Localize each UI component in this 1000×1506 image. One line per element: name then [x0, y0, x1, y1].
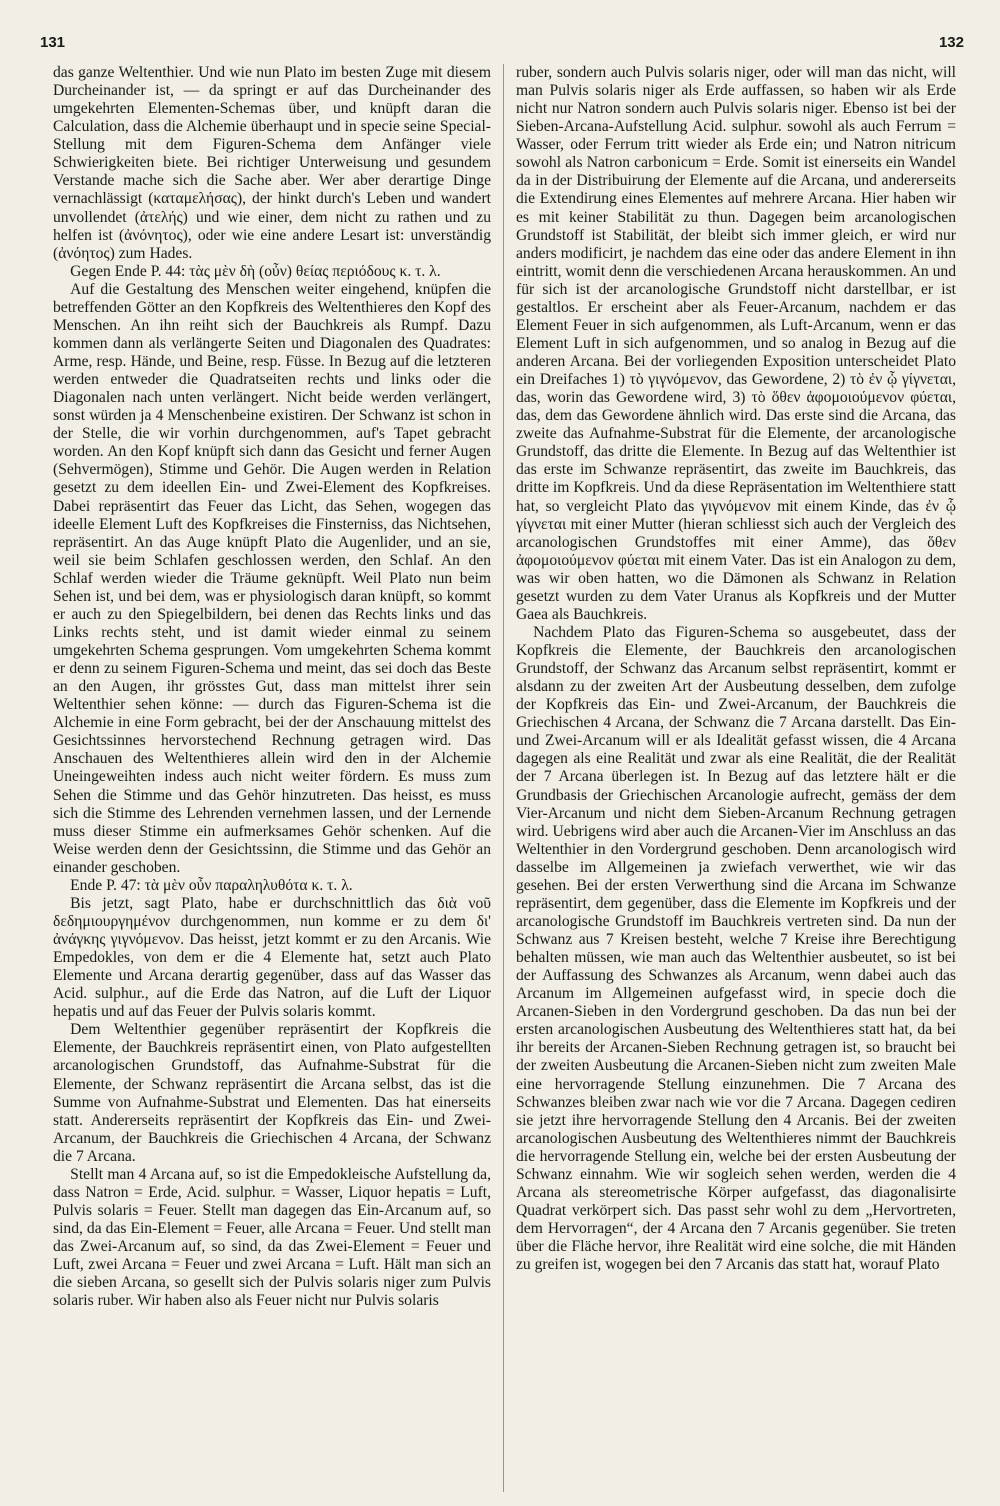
paragraph: Gegen Ende P. 44: τὰς μὲν δὴ (οὖν) θείας περιόδους κ. τ. λ. — [70, 262, 441, 280]
paragraph: Stellt man 4 Arcana auf, so ist die Empedokleische Aufstellung da, dass Natron = Erde, Acid. sulphur. = Wasser, Liquor hepatis = Luft, Pulvis solaris = Feuer. Stellt man dagegen das Ein-Arcanum auf, so sind, da das Ein-Element = Feuer, alle Arcana = Feuer. Und stellt man das Zwei-Arcanum auf, so sind, da das Zwei-Element = Feuer und Luft, zwei Arcana = Feuer und zwei Arcana = Luft. Hält man sich an die sieben Arcana, so gesellt sich der Pulvis solaris niger zum Pulvis solaris ruber. Wir haben also als Feuer nicht nur Pulvis solaris — [53, 1165, 491, 1310]
paragraph: Dem Weltenthier gegenüber repräsentirt der Kopfkreis die Elemente, der Bauchkreis repräsentirt einen, von Plato aufgestellten arcanologischen Grundstoff, das Aufnahme-Substrat für die Elemente, der Schwanz repräsentirt die Arcana selbst, das ist die Summe von Aufnahme-Substrat und Elementen. Das hat einerseits statt. Andererseits repräsentirt der Kopfkreis das Ein- und Zwei-Arcanum, der Bauchkreis die Griechischen 4 Arcana, der Schwanz die 7 Arcana. — [53, 1021, 491, 1165]
paragraph: Bis jetzt, sagt Plato, habe er durchschnittlich das διὰ νοῦ δεδημιουργημένον durchgenommen, nun komme er zu dem δι' ἀνάγκης γιγνόμενον. Das heisst, jetzt kommt er zu den Arcanis. Wie Empedokles, von dem er die 4 Elemente hat, setzt auch Plato Elemente und Arcana derartig gegenüber, dass auf das Wasser das Acid. sulphur., auf die Erde das Natron, auf die Luft der Liquor hepatis und auf das Feuer der Pulvis solaris kommt. — [53, 894, 491, 1021]
left-page-number: 131 — [40, 34, 66, 51]
paragraph: Ende P. 47: τὰ μὲν οὖν παραληλυθότα κ. τ. λ. — [70, 876, 353, 894]
paragraph: Nachdem Plato das Figuren-Schema so ausgebeutet, dass der Kopfkreis die Elemente, der Bauchkreis den arcanologischen Grundstoff, der Schwanz das Arcanum selbst repräsentirt, kommt er alsdann zu der zweiten Art der Ausbeutung desselben, dem zufolge der Kopfkreis das Ein- und Zwei-Arcanum, der Bauchkreis die Griechischen 4 Arcana, der Schwanz die 7 Arcana darstellt. Das Ein- und Zwei-Arcanum will er als Idealität gefasst wissen, die 4 Arcana dagegen als eine Realität und zwar als eine Realität, die der Realität der 7 Arcana überlegen ist. In Bezug auf das letztere hält er die Grundbasis der Griechischen Arcanologie aufrecht, gemäss der dem Vier-Arcanum und nicht dem Sieben-Arcanum Rechnung getragen wird. Uebrigens wird aber auch die Arcanen-Vier im Anschluss an das Weltenthier in den Vordergrund geschoben. Denn arcanologisch wird dasselbe im Allgemeinen ja zwiefach verwerthet, wie wir das gesehen. Bei der ersten Verwerthung sind die Arcana im Schwanze repräsentirt, dem gegenüber, dass die Elemente im Kopfkreis und der arcanologische Grundstoff im Bauchkreis vertreten sind. Da nun der Schwanz aus 7 Kreisen besteht, welche 7 Kreise ihre Berechtigung behalten müssen, wie man auch das Weltenthier ausbeutet, so ist bei der Auffassung des Schwanzes als Arcanum, wenn dabei auch das Arcanum im Allgemeinen aufgefasst wird, in specie doch die Arcanen-Sieben in den Vordergrund geschoben. Da das nun bei der ersten arcanologischen Ausbeutung des Weltenthieres statt hat, da bei ihr bereits der Arcanen-Sieben Rechnung getragen ist, so braucht bei der zweiten Ausbeutung die Arcanen-Sieben nicht zum zweiten Male eine hervorragende Stellung einzunehmen. Die 7 Arcana des Schwanzes bleiben zwar nach wie vor die 7 Arcana. Dagegen cediren sie jetzt ihre hervorragende Stellung den 4 Arcanis. Bei der zweiten arcanologischen Ausbeutung des Weltenthieres nimmt der Bauchkreis die hervorragende Stellung ein, welche bei der ersten Ausbeutung der Schwanz einnahm. Wie wir sogleich sehen werden, werden die 4 Arcana als stereometrische Körper aufgefasst, das diagonalisirte Quadrat verkörpert sich. Das passt sehr wohl zu dem „Hervortreten, dem Hervorragen“, der 4 Arcana den 7 Arcanis gegenüber. Sie treten über die Fläche hervor, ihre Realität wird eine solche, die mit Händen zu greifen ist, wogegen bei den 7 Arcanis das statt hat, worauf Plato — [516, 623, 956, 1274]
paragraph: Auf die Gestaltung des Menschen weiter eingehend, knüpfen die betreffenden Götter an den Kopfkreis des Weltenthieres den Kopf des Menschen. An ihn reiht sich der Bauchkreis als Rumpf. Dazu kommen dann als verlängerte Seiten und Diagonalen des Quadrates: Arme, resp. Hände, und Beine, resp. Füsse. In Bezug auf die letzteren werden entweder die Quadratseiten rechts und links oder die Diagonalen nach unten verlängert. Nicht beide werden verlängert, sonst würden ja 4 Menschenbeine existiren. Der Schwanz ist schon in der Stelle, die wir vorhin durchgenommen, auf's Tapet gebracht worden. An den Kopf knüpft sich dann das Gesicht und ferner Augen (Sehvermögen), Stimme und Gehör. Die Augen werden in Relation gesetzt zu dem ideellen Ein- und Zwei-Element des Kopfkreises. Dabei repräsentirt das Feuer das Licht, das Sehen, wogegen das ideelle Element Luft des Kopfkreises die Finsterniss, das Nichtsehen, repräsentirt. An das Auge knüpft Plato die Augenlider, und an sie, weil sie beim Schlafen geschlossen werden, den Schlaf. An den Schlaf werden wieder die Träume geknüpft. Weil Plato nun beim Sehen ist, und bei dem, was er physiologisch daran knüpft, so kommt er auch zu den Spiegelbildern, bei denen das Rechts links und das Links rechts steht, und ist damit wieder einmal zu seinem umgekehrten Schema gesprungen. Vom umgekehrten Schema kommt er denn zu seinem Figuren-Schema und meint, das sei doch das Beste an den Augen, ihr grösstes Gut, dass man mittelst ihrer sein Weltenthier sehen könne: — durch das Figuren-Schema ist die Alchemie in eine Form gebracht, bei der der Anschauung mittelst des Gesichtssinnes hervorstechend Rechnung getragen wird. Das Anschauen des Weltenthieres allein wird den in der Alchemie Uneingeweihten indess auch nicht weiter fördern. Es muss zum Sehen die Stimme und das Gehör hinzutreten. Das heisst, es muss sich die Stimme des Lehrenden vernehmen lassen, und der Lernende muss dieser Stimme ein aufmerksames Gehör schenken. Auf die Weise werden denn der Gesichtssinn, die Stimme und das Gehör an einander geschoben. — [53, 280, 491, 876]
paragraph: das ganze Weltenthier. Und wie nun Plato im besten Zuge mit diesem Durcheinander ist, — da springt er auf das Durcheinander des umgekehrten Elementen-Schemas über, und knüpft daran die Calculation, dass die Alchemie überhaupt und in specie seine Special-Stellung mit dem Figuren-Schema dem Anfänger viele Schwierigkeiten biete. Bei richtiger Unterweisung und gesundem Verstande mache sich die Sache aber. Wer aber derartige Dinge vernachlässigt (καταμελήσας), der hinkt durch's Leben und wandert unvollendet (ἀτελής) und wie einer, dem nicht zu rathen und zu helfen ist (ἀνόνητος), oder wie eine andere Lesart ist: unverständig (ἀνόητος) zum Hades. — [53, 64, 491, 262]
left-text-column — [53, 64, 491, 1310]
paragraph: ruber, sondern auch Pulvis solaris niger, oder will man das nicht, will man Pulvis solaris niger als Erde auffassen, so haben wir als Erde nicht nur Natron sondern auch Pulvis solaris niger. Ebenso ist bei der Sieben-Arcana-Aufstellung Acid. sulphur. sowohl als auch Ferrum = Wasser, oder Ferrum tritt wieder als Erde ein; und Natron nitricum sowohl als Natron carbonicum = Erde. Somit ist einerseits ein Wandel da in der Distribuirung der Elemente auf die Arcana, und andererseits die Extendirung eines Elementes auf mehrere Arcana. Hier haben wir es mit keiner Stabilität zu thun. Dagegen beim arcanologischen Grundstoff ist Stabilität, der bleibt sich immer gleich, er wird nur anders modificirt, je nachdem das eine oder das andere Element in ihn eintritt, womit denn die verschiedenen Arcana herauskommen. An und für sich ist der arcanologische Grundstoff nicht darstellbar, er ist gestaltlos. Er erscheint aber als Feuer-Arcanum, nachdem er das Element Feuer in sich aufgenommen, als Luft-Arcanum, wenn er das Element Luft in sich aufgenommen, und so analog in Bezug auf die anderen Arcana. Bei der vorliegenden Exposition unterscheidet Plato ein Dreifaches 1) τὸ γιγνόμενον, das Gewordene, 2) τὸ ἐν ᾧ γίγνεται, das, worin das Gewordene wird, 3) τὸ ὅθεν ἀφομοιούμενον φύεται, das, dem das Gewordene ähnlich wird. Das erste sind die Arcana, das zweite das Aufnahme-Substrat für die Elemente, der arcanologische Grundstoff, das dritte die Elemente. In Bezug auf das Weltenthier ist das erste im Schwanze repräsentirt, das zweite im Bauchkreis, das dritte im Kopfkreis. Und da diese Repräsentation im Weltenthiere statt hat, so vergleicht Plato das γιγνόμενον mit einem Kinde, das ἐν ᾧ γίγνεται mit einer Mutter (hieran schliesst sich auch der Vergleich des arcanologischen Grundstoffes mit einer Amme), das ὅθεν ἀφομοιούμενον φύεται mit einem Vater. Das ist ein Analogon zu dem, was wir oben hatten, wo die Dämonen als Schwanz in Relation gesetzt wurden zu dem Vater Uranus als Kopfkreis und der Mutter Gaea als Bauchkreis. — [516, 64, 956, 623]
right-text-column — [516, 64, 956, 1274]
right-page-number: 132 — [938, 34, 964, 51]
column-divider — [503, 64, 504, 1492]
